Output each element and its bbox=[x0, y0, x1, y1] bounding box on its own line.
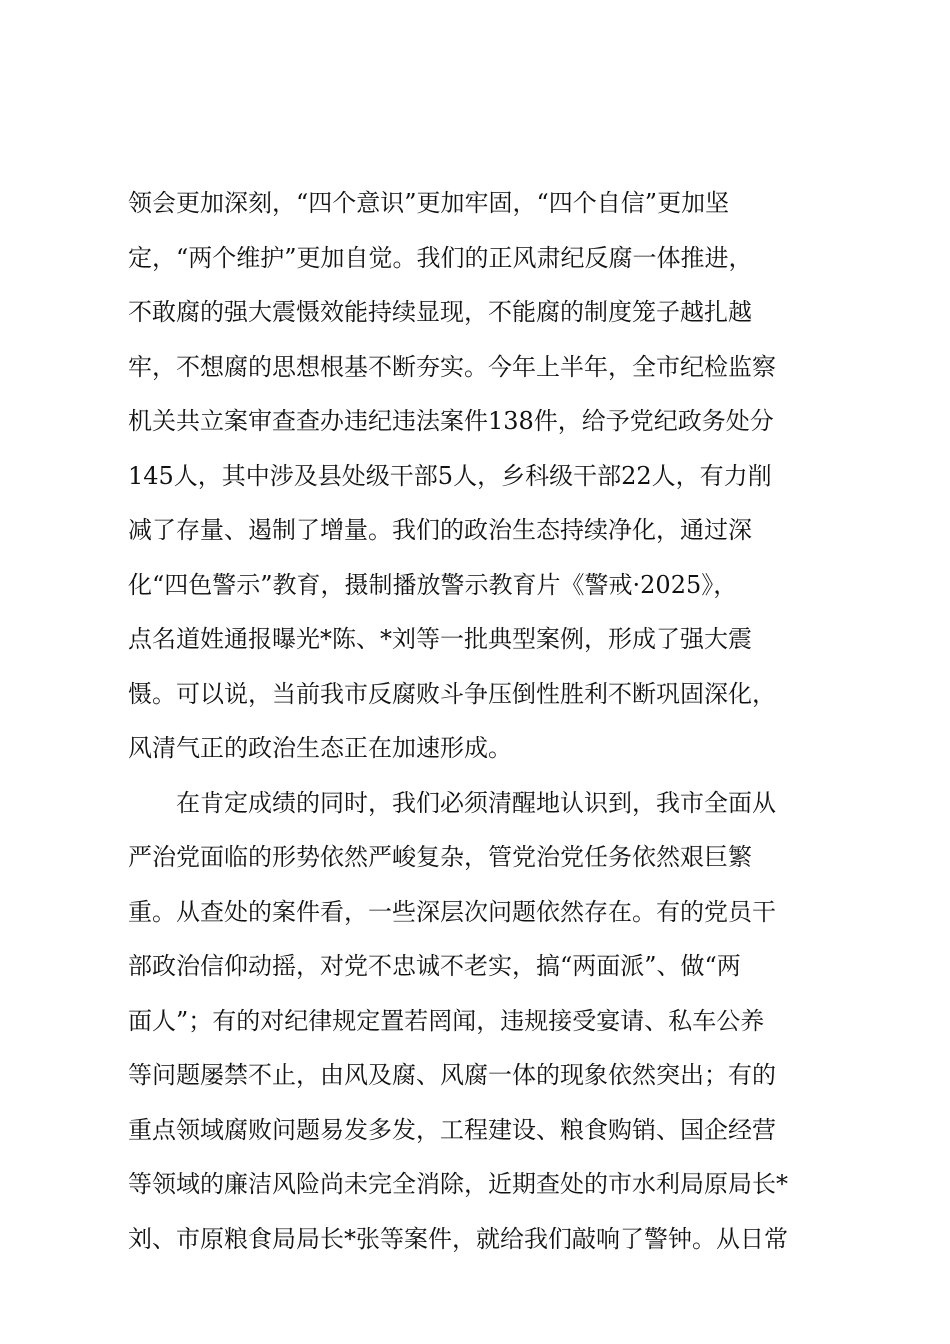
text-line: 不敢腐的强大震慑效能持续显现，不能腐的制度笼子越扎越 bbox=[128, 298, 752, 326]
text-line: 等问题屡禁不止，由风及腐、风腐一体的现象依然突出；有的 bbox=[128, 1061, 776, 1089]
text-line: 领会更加深刻，“四个意识”更加牢固，“四个自信”更加坚 bbox=[128, 189, 730, 217]
text-line: 刘、市原粮食局局长*张等案件，就给我们敲响了警钟。从日常 bbox=[128, 1224, 788, 1253]
text-line: 减了存量、遏制了增量。我们的政治生态持续净化，通过深 bbox=[128, 516, 752, 544]
text-line: 严治党面临的形势依然严峻复杂，管党治党任务依然艰巨繁 bbox=[128, 843, 752, 871]
text-line: 点名道姓通报曝光*陈、*刘等一批典型案例，形成了强大震 bbox=[128, 625, 752, 653]
text-line: 机关共立案审查查办违纪违法案件138件，给予党纪政务处分 bbox=[128, 407, 774, 435]
text-line: 重点领域腐败问题易发多发，工程建设、粮食购销、国企经营 bbox=[128, 1115, 776, 1144]
body-text bbox=[128, 176, 828, 1266]
text-line: 部政治信仰动摇，对党不忠诚不老实，搞“两面派”、做“两 bbox=[128, 952, 741, 980]
text-line: 定，“两个维护”更加自觉。我们的正风肃纪反腐一体推进， bbox=[128, 243, 753, 272]
text-line: 等领域的廉洁风险尚未完全消除，近期查处的市水利局原局长* bbox=[128, 1170, 788, 1198]
text-line: 慑。可以说，当前我市反腐败斗争压倒性胜利不断巩固深化， bbox=[128, 679, 776, 708]
text-line: 在肯定成绩的同时，我们必须清醒地认识到，我市全面从 bbox=[128, 788, 776, 817]
text-line: 面人”；有的对纪律规定置若罔闻，违规接受宴请、私车公养 bbox=[128, 1006, 765, 1035]
text-line: 化“四色警示”教育，摄制播放警示教育片《警戒·2025》， bbox=[128, 570, 738, 599]
text-line: 145人，其中涉及县处级干部5人，乡科级干部22人，有力削 bbox=[128, 461, 772, 490]
text-line: 牢，不想腐的思想根基不断夯实。今年上半年，全市纪检监察 bbox=[128, 352, 776, 381]
text-line: 风清气正的政治生态正在加速形成。 bbox=[128, 734, 512, 762]
text-line: 重。从查处的案件看，一些深层次问题依然存在。有的党员干 bbox=[128, 897, 776, 926]
